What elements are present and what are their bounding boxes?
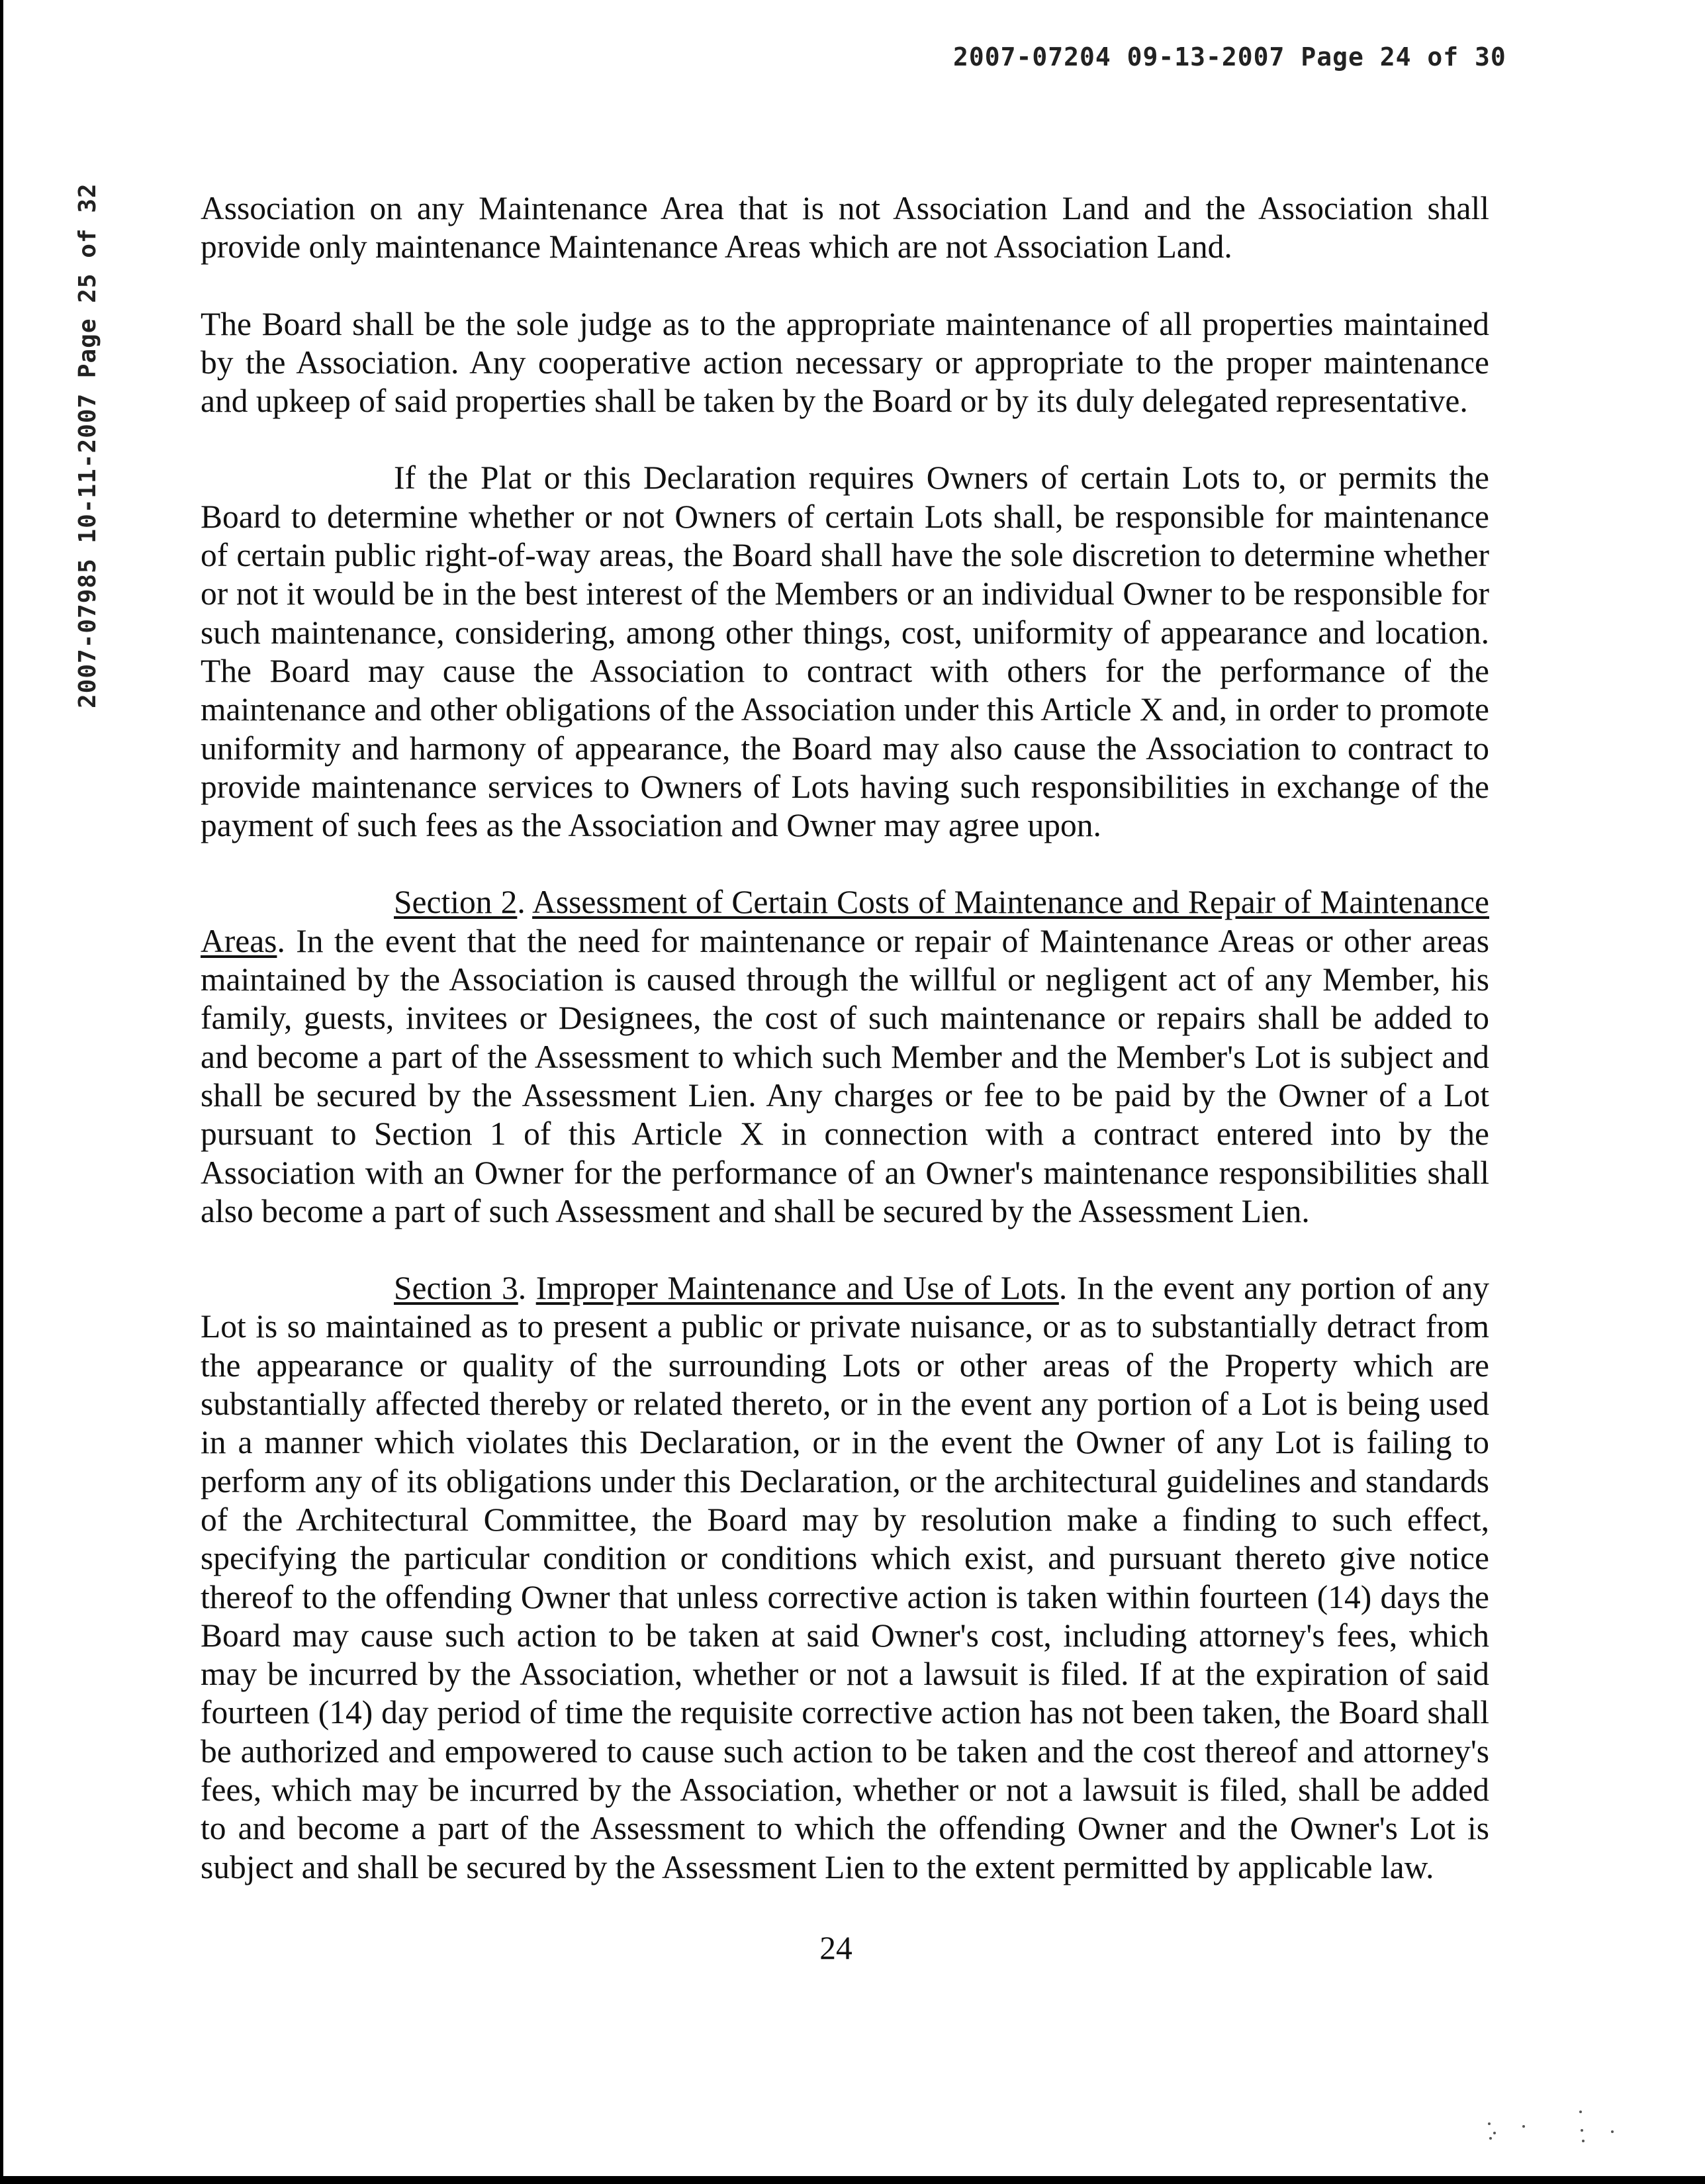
scan-border-bottom [0,2176,1705,2184]
section-3-title: Improper Maintenance and Use of Lots [535,1270,1059,1307]
scan-specks [1483,2092,1628,2145]
section-3-body: In the event any portion of any Lot is so maintained as to present a public or private nuisance, or as to substantially detract from the appearance or quality of the surrounding Lots or other areas of the Property which are substantially affected thereby or related thereto, or in the event any portion of a Lot is being used in a manner which violates this Declaration, or in the event the Owner of any Lot is failing to perform any of its obligations under this Declaration, or the architectural guidelines and standards of the Architectural Committee, the Board may by resolution make a finding to such effect, specifying the particular condition or conditions which exist, and pursuant thereto give notice thereof to the offending Owner that unless corrective action is taken within fourteen (14) days the Board may cause such action to be taken at said Owner's cost, including attorney's fees, which may be incurred by the Association, whether or not a lawsuit is filed. If at the expiration of said fourteen (14) day period of time the requisite corrective action has not been taken, the Board shall be authorized and empowered to cause such action to be taken and the cost thereof and attorney's fees, which may be incurred by the Association, whether or not a lawsuit is filed, shall be added to and become a part of the Assessment to which the offending Owner and the Owner's Lot is subject and shall be secured by the Assessment Lien to the extent permitted by applicable law. [201,1270,1490,1885]
paragraph-board-judge: The Board shall be the sole judge as to the appropriate maintenance of all properties maintained by the Association. Any cooperative action necessary or appropriate to the proper maintenance and upkeep of said properties shall be taken by the Board or by its duly delegated representative. [201,305,1489,420]
section-3: Section 3. Improper Maintenance and Use of Lots. In the event any portion of any Lot is so maintained as to present a public or private nuisance, or as to substantially detract from the appearance or quality of the surrounding Lots or other areas of the Property which are substantially affected thereby or related thereto, or in the event any portion of a Lot is being used in a manner which violates this Declaration, or in the event the Owner of any Lot is failing to perform any of its obligations under this Declaration, or the architectural guidelines and standards of the Architectural Committee, the Board may by resolution make a finding to such effect, specifying the particular condition or conditions which exist, and pursuant thereto give notice thereof to the offending Owner that unless corrective action is taken within fourteen (14) days the Board may cause such action to be taken at said Owner's cost, including attorney's fees, which may be incurred by the Association, whether or not a lawsuit is filed. If at the expiration of said fourteen (14) day period of time the requisite corrective action has not been taken, the Board shall be authorized and empowered to cause such action to be taken and the cost thereof and attorney's fees, which may be incurred by the Association, whether or not a lawsuit is filed, shall be added to and become a part of the Assessment to which the offending Owner and the Owner's Lot is subject and shall be secured by the Assessment Lien to the extent permitted by applicable law. [201,1270,1490,1885]
recording-stamp-side: 2007-07985 10-11-2007 Page 25 of 32 [74,183,101,708]
page-number: 24 [819,1930,852,1966]
section-2-title: Assessment of Certain Costs of Maintenance and Repair of Maintenance Areas [201,884,1489,959]
recording-stamp-top: 2007-07204 09-13-2007 Page 24 of 30 [953,42,1506,71]
section-2-body: In the event that the need for maintenance or repair of Maintenance Areas or other areas maintained by the Association is caused through the willful or negligent act of any Member, his family, guests, invitees or Designees, the cost of such maintenance or repairs shall be added to and become a part of the Assessment to which such Member and the Member's Lot is subject and shall be secured by the Assessment Lien. Any charges or fee to be paid by the Owner of a Lot pursuant to Section 1 of this Article X in connection with a contract entered into by the Association with an Owner for the performance of an Owner's maintenance responsibilities shall also become a part of such Assessment and shall be secured by the Assessment Lien. [201,922,1489,1229]
scan-border-left [0,0,3,2184]
document-body [201,189,1489,1925]
paragraph-maintenance-areas: Association on any Maintenance Area that is not Association Land and the Association shall provide only maintenance Maintenance Areas which are not Association Land. [201,190,1489,265]
section-2: Section 2. Assessment of Certain Costs of Maintenance and Repair of Maintenance Areas. In the event that the need for maintenance or repair of Maintenance Areas or other areas maintained by the Association is caused through the willful or negligent act of any Member, his family, guests, invitees or Designees, the cost of such maintenance or repairs shall be added to and become a part of the Assessment to which such Member and the Member's Lot is subject and shall be secured by the Assessment Lien. Any charges or fee to be paid by the Owner of a Lot pursuant to Section 1 of this Article X in connection with a contract entered into by the Association with an Owner for the performance of an Owner's maintenance responsibilities shall also become a part of such Assessment and shall be secured by the Assessment Lien. [201,884,1489,1229]
section-3-label: Section 3 [394,1270,518,1307]
paragraph-right-of-way: If the Plat or this Declaration requires Owners of certain Lots to, or permits the Board to determine whether or not Owners of certain Lots shall, be responsible for maintenance of certain public right-of-way areas, the Board shall have the sole discretion to determine whether or not it would be in the best interest of the Members or an individual Owner to be responsible for such maintenance, considering, among other things, cost, uniformity of appearance and location. The Board may cause the Association to contract with others for the performance of the maintenance and other obligations of the Association under this Article X and, in order to promote uniformity and harmony of appearance, the Board may also cause the Association to contract to provide maintenance services to Owners of Lots having such responsibilities in exchange of the payment of such fees as the Association and Owner may agree upon. [201,459,1489,844]
section-2-label: Section 2 [394,884,518,921]
